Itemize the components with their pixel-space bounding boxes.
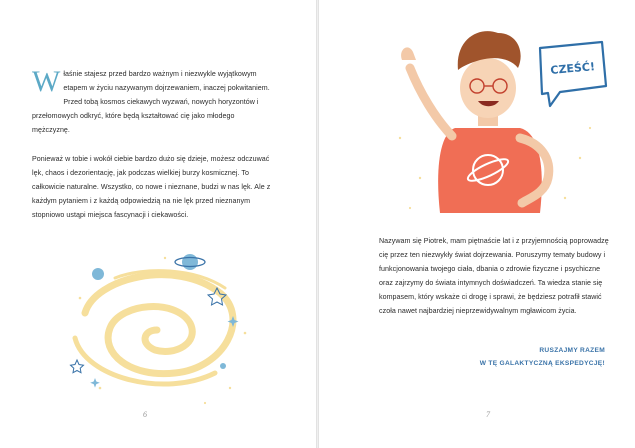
- speech-bubble-text: CZEŚĆ!: [549, 60, 596, 77]
- sparkle-icon: [90, 378, 100, 388]
- intro-paragraph: [32, 67, 272, 137]
- second-paragraph: Ponieważ w tobie i wokół ciebie bardzo dużo się dzieje, możesz odczuwać lęk, chaos i dezorientację, jak podczas wielkiej burzy kosmicznej. To całkowicie naturalne. Wszystko, co nowe i nieznane, budzi w nas lęk. Ale z każdym pytaniem i z każdą odpowiedzią na nie lęk przed nieznanym stopniowo ustąpi miejsca fascynacji i ciekawości.: [32, 155, 271, 219]
- star-icon-small: [71, 360, 84, 373]
- speech-bubble: [540, 42, 606, 106]
- boy-illustration: [380, 8, 610, 228]
- call-to-action: [480, 344, 605, 370]
- page-number-left: 6: [143, 410, 147, 419]
- page-number-right: 7: [486, 410, 490, 419]
- small-planet-icon: [220, 363, 226, 369]
- intro-paragraph-text: łaśnie stajesz przed bardzo ważnym i niezwykle wyjątkowym etapem w życiu nazywanym dojrzewaniem, inaczej pokwitaniem. Przed tobą kosmos ciekawych wyzwań, nowych horyzontów i przełomowych odkryć, które będą kształtować cię jako młodego mężczyznę.: [32, 70, 270, 134]
- drop-cap: W: [32, 65, 61, 98]
- ringed-planet-icon: [175, 254, 205, 270]
- left-page: [0, 0, 316, 448]
- small-planet-icon: [92, 268, 104, 280]
- right-page: [319, 0, 635, 448]
- call-to-action-line2: W TĘ GALAKTYCZNĄ EKSPEDYCJĘ!: [479, 360, 605, 367]
- galaxy-illustration: [55, 238, 255, 418]
- narrator-paragraph: Nazywam się Piotrek, mam piętnaście lat i z przyjemnością poprowadzę cię przez ten niezwykły świat dojrzewania. Poruszymy tematy budowy i funkcjonowania twojego ciała, dbania o zdrowie fizyczne i psychiczne oraz zajrzymy do świata intymnych doświadczeń. Ta wiedza stanie się kompasem, który wskaże ci drogę i sprawi, że będziesz potrafił stawić czoła nawet najbardziej nieprzewidywalnym mgławicom życia.: [379, 237, 609, 315]
- call-to-action-line1: RUSZAJMY RAZEM: [539, 347, 605, 354]
